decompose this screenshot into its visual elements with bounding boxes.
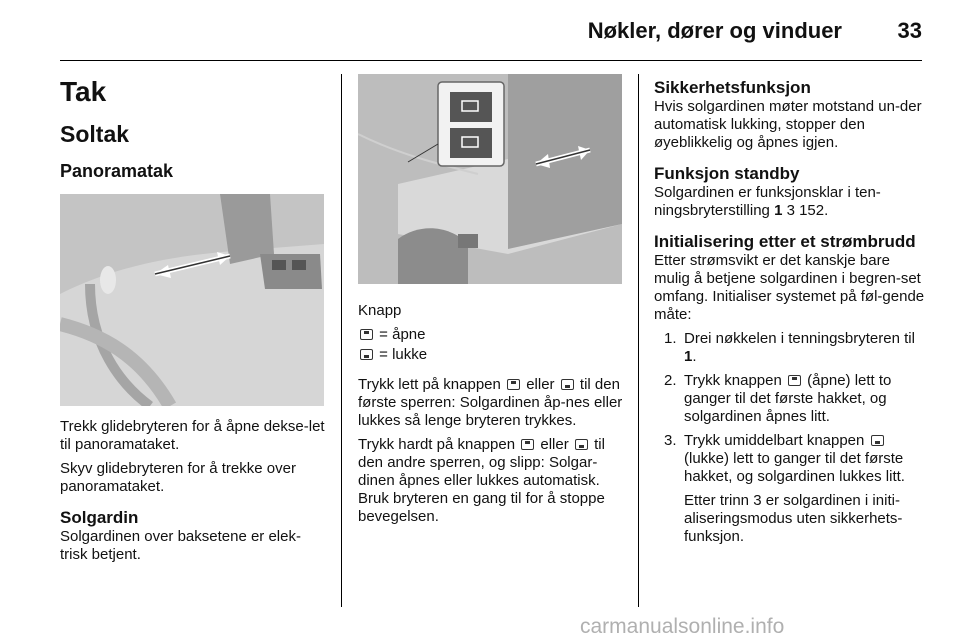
heading-sikkerhetsfunksjon: Sikkerhetsfunksjon — [654, 78, 811, 97]
paragraph-sikkerhetsfunksjon: Hvis solgardinen møter motstand un-der automatisk lukking, stopper den øyeblikkelig og åpnes igjen. — [654, 98, 922, 151]
heading-panoramatak: Panoramatak — [60, 161, 174, 181]
legend-close — [358, 346, 626, 364]
heading-funksjon-standby: Funksjon standby — [654, 164, 800, 183]
header-title: Nøkler, dører og vinduer — [587, 18, 842, 43]
page-reference: 3 152. — [786, 202, 829, 219]
sunblind-close-icon — [360, 349, 373, 360]
heading-initialisering: Initialisering etter et strømbrudd — [654, 232, 916, 251]
sunblind-open-icon — [788, 375, 801, 386]
header-rule — [60, 60, 922, 61]
paragraph-open-cover: Trekk glidebryteren for å åpne dekse-let til panoramataket. — [60, 418, 325, 453]
paragraph-first-detent: Trykk lett på knappen eller til den første sperren: Solgardinen åp-nes eller lukkes så lenge bryteren trykkes. — [358, 376, 623, 429]
label-knapp: Knapp — [358, 302, 402, 319]
paragraph-second-detent: Trykk hardt på knappen eller til den andre sperren, og slipp: Solgar-dinen åpnes eller lukkes automatisk. Bruk bryteren en gang til for å stoppe bevegelsen. — [358, 436, 605, 525]
column-divider-2 — [638, 74, 639, 607]
sunblind-open-icon — [521, 439, 534, 450]
column-middle — [358, 74, 626, 526]
watermark: carmanualsonline.info — [580, 615, 785, 638]
panoramic-roof-illustration — [60, 194, 324, 406]
sunblind-open-icon — [507, 379, 520, 390]
legend-open — [358, 326, 626, 344]
steps-list — [654, 330, 926, 486]
page-number: 33 — [897, 18, 922, 43]
sunblind-switch-illustration — [358, 74, 622, 284]
column-divider-1 — [341, 74, 342, 607]
column-right — [654, 74, 926, 546]
step3-note: Etter trinn 3 er solgardinen i initi-aliseringsmodus uten sikkerhets-funksjon. — [684, 492, 903, 545]
paragraph-initialisering: Etter strømsvikt er det kanskje bare mulig å betjene solgardinen i begren-set omfang. Initialiser systemet på føl-gende måte: — [654, 252, 925, 323]
sunblind-close-icon — [871, 435, 884, 446]
sunblind-close-icon — [575, 439, 588, 450]
paragraph-solgardin: Solgardinen over baksetene er elek-trisk betjent. — [60, 528, 301, 563]
heading-tak: Tak — [60, 76, 107, 107]
heading-soltak: Soltak — [60, 121, 130, 147]
legend-close-text: = lukke — [379, 346, 428, 363]
heading-solgardin: Solgardin — [60, 508, 139, 527]
paragraph-funksjon-standby: Solgardinen er funksjonsklar i ten-ningsbryterstilling 1 3 152. — [654, 184, 881, 219]
list-item: 1. Drei nøkkelen i tenningsbryteren til 1. — [664, 330, 915, 365]
legend-open-text: = åpne — [379, 326, 426, 343]
sunblind-close-icon — [561, 379, 574, 390]
column-left — [60, 74, 326, 564]
sunblind-open-icon — [360, 329, 373, 340]
paragraph-close-cover: Skyv glidebryteren for å trekke over panoramataket. — [60, 460, 296, 495]
list-item: 3. Trykk umiddelbart knappen (lukke) lett to ganger til det første hakket, og solgardinen lukkes litt. — [664, 432, 905, 485]
list-item: 2. Trykk knappen (åpne) lett to ganger til det første hakket, og solgardinen åpnes litt. — [664, 372, 892, 425]
